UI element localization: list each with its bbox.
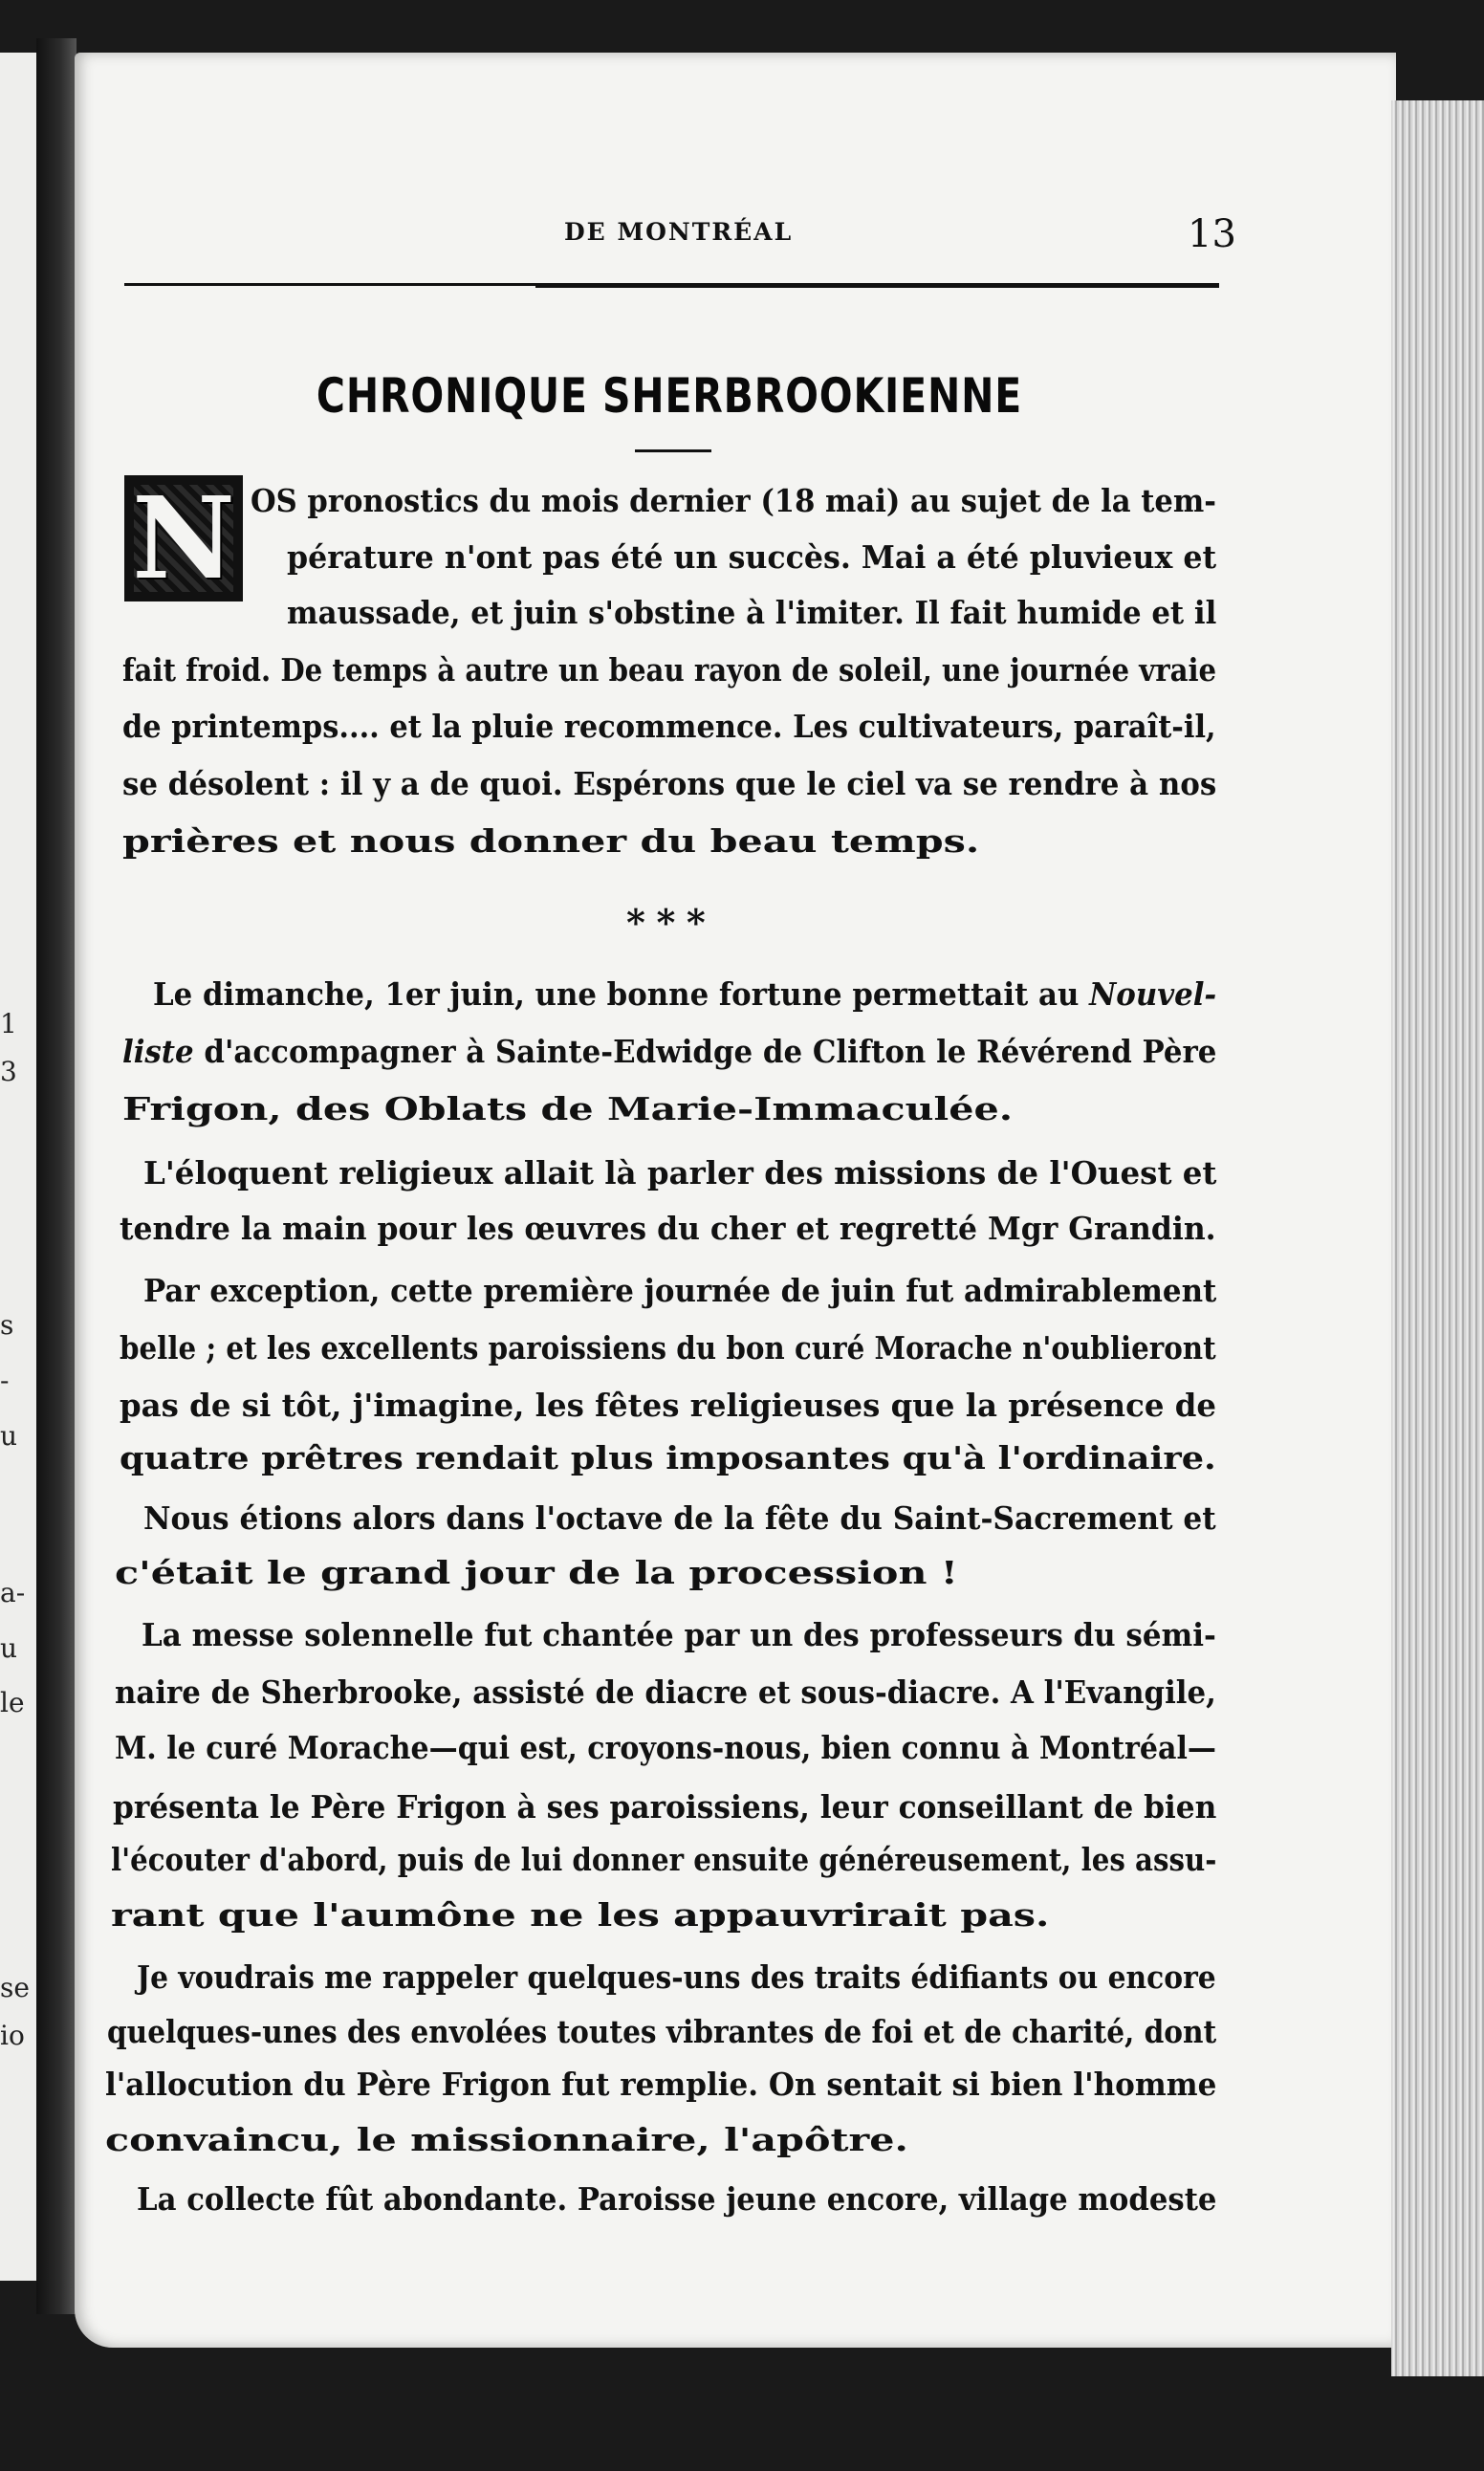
text-line: OS pronostics du mois dernier (18 mai) au sujet de la tem- [251, 482, 1216, 519]
text-line: Frigon, des Oblats de Marie-Immaculée. [122, 1090, 1014, 1127]
text-line: La messe solennelle fut chantée par un des professeurs du sémi- [142, 1616, 1216, 1653]
page-number: 13 [1188, 212, 1236, 256]
running-head: DE MONTRÉAL [564, 218, 794, 246]
text-line: M. le curé Morache—qui est, croyons-nous, bien connu à Montréal— [115, 1729, 1216, 1766]
left-fragment: a- [0, 1577, 26, 1608]
text-run: d'accompagner à Sainte-Edwidge de Clifton le Révérend Père [193, 1033, 1217, 1070]
left-fragment: io [0, 2020, 25, 2051]
page-header [124, 212, 1236, 260]
text-line: prières et nous donner du beau temps. [122, 822, 980, 860]
left-fragment: u [0, 1420, 18, 1452]
book-gutter [36, 38, 76, 2314]
page-edges [1391, 100, 1484, 2376]
left-fragment: se [0, 1972, 30, 2003]
drop-cap [124, 471, 243, 604]
left-fragment: 1 [0, 1008, 17, 1039]
text-line: c'était le grand jour de la procession ! [115, 1554, 958, 1591]
title-divider [635, 449, 711, 452]
text-line: Par exception, cette première journée de juin fut admirablement [143, 1272, 1217, 1309]
drop-cap-ornament [132, 471, 235, 604]
text-line [122, 1033, 1216, 1070]
asterism: * * * [626, 901, 708, 944]
text-line: fait froid. De temps à autre un beau rayon de soleil, une journée vraie [122, 651, 1217, 689]
text-line: l'allocution du Père Frigon fut remplie. On sentait si bien l'homme [105, 2066, 1217, 2103]
left-fragment: s [0, 1309, 14, 1341]
text-line: l'écouter d'abord, puis de lui donner ensuite généreusement, les assu- [111, 1841, 1217, 1878]
text-line: se désolent : il y a de quoi. Espérons que le ciel va se rendre à nos [122, 765, 1217, 802]
facing-page-fragment [0, 53, 36, 2281]
text-line: de printemps.... et la pluie recommence. Les cultivateurs, paraît-il, [122, 708, 1216, 745]
text-line: naire de Sherbrooke, assisté de diacre et sous-diacre. A l'Evangile, [115, 1673, 1216, 1711]
text-line: convaincu, le missionnaire, l'apôtre. [105, 2121, 908, 2158]
left-fragment: - [0, 1365, 10, 1396]
left-fragment: u [0, 1632, 18, 1664]
article-title: CHRONIQUE SHERBROOKIENNE [316, 368, 1023, 424]
drop-cap-letter: N [132, 471, 235, 604]
text-line: Nous étions alors dans l'octave de la fête du Saint-Sacrement et [143, 1499, 1216, 1537]
left-fragment: 3 [0, 1056, 17, 1087]
header-rule-double [535, 286, 1219, 288]
text-line: belle ; et les excellents paroissiens du bon curé Morache n'oublieront [120, 1329, 1216, 1367]
text-line: rant que l'aumône ne les appauvrirait pas. [111, 1896, 1050, 1934]
text-line [153, 975, 1216, 1013]
text-line: La collecte fût abondante. Paroisse jeune encore, village modeste [137, 2180, 1217, 2218]
publication-name: Nouvel- [1089, 975, 1217, 1013]
text-line: pas de si tôt, j'imagine, les fêtes religieuses que la présence de [120, 1387, 1217, 1424]
publication-name: liste [122, 1033, 194, 1070]
left-fragment: le [0, 1687, 25, 1718]
text-line: quatre prêtres rendait plus imposantes qu'à l'ordinaire. [120, 1439, 1216, 1476]
text-line: pérature n'ont pas été un succès. Mai a été pluvieux et [287, 538, 1217, 576]
text-line: tendre la main pour les œuvres du cher et regretté Mgr Grandin. [120, 1210, 1216, 1247]
text-line: présenta le Père Frigon à ses paroissiens, leur conseillant de bien [113, 1788, 1217, 1826]
text-line: L'éloquent religieux allait là parler des missions de l'Ouest et [143, 1154, 1217, 1192]
text-line: maussade, et juin s'obstine à l'imiter. Il fait humide et il [287, 594, 1217, 631]
text-line: Je voudrais me rappeler quelques-uns des traits édifiants ou encore [137, 1958, 1216, 1996]
text-run: Le dimanche, 1er juin, une bonne fortune permettait au [153, 975, 1090, 1013]
text-line: quelques-unes des envolées toutes vibrantes de foi et de charité, dont [107, 2013, 1217, 2050]
